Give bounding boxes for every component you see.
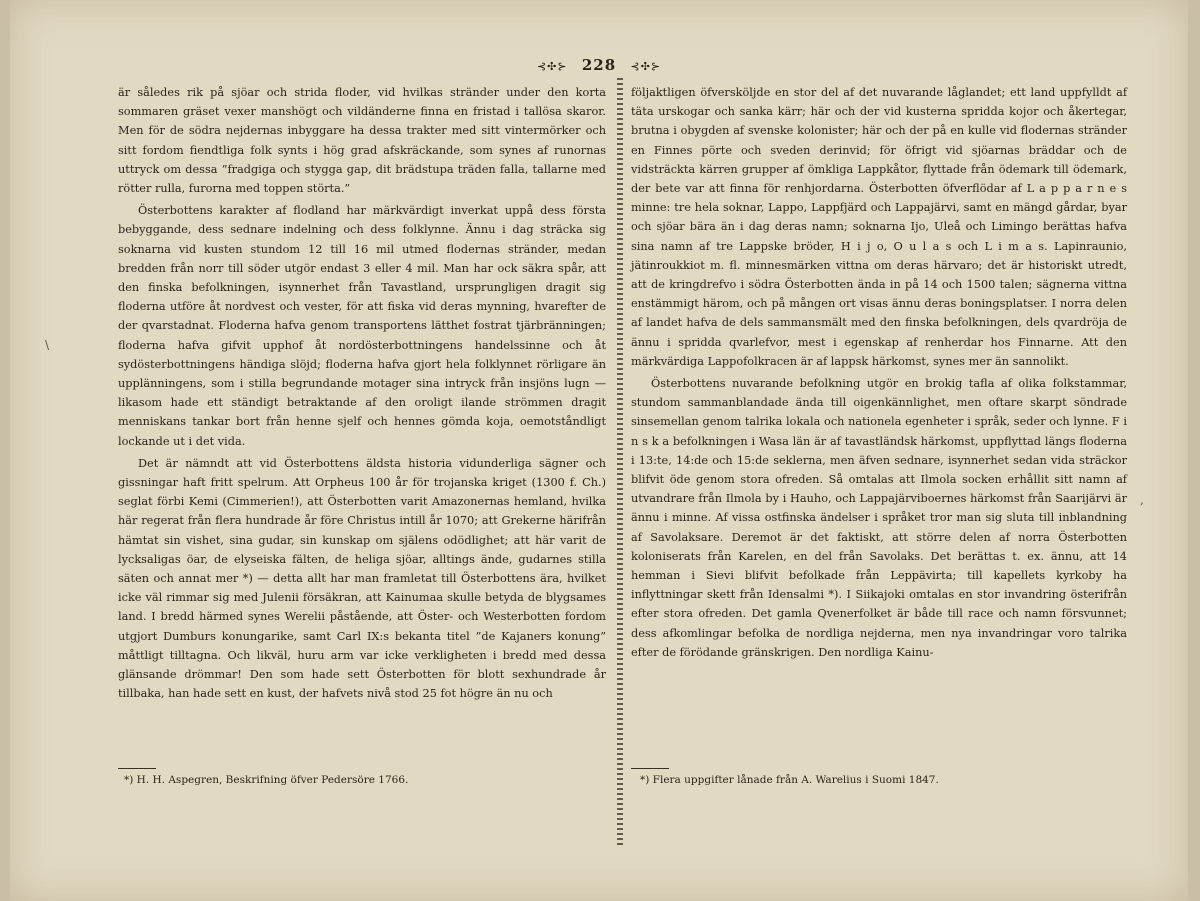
column-divider — [617, 78, 623, 848]
right-paragraph: Österbottens nuvarande befolkning utgör en brokig tafla af olika folkstammar, stundom sammanblandade ända till oigenkännlighet, men oftare skarpt söndrade sinsemellan genom talrika lokala och nationela egenheter i språk, seder och lynne. F i n s k a befolkningen i Wasa län är af tavastländsk härkomst, uppflyttad längs floderna i 13:te, 14:de och 15:de seklerna, men äfven sednare, isynnerhet sedan vida sträckor blifvit öde genom stora ofreden. Så omtalas att Ilmola socken erhållit sitt namn af utvandrare från Ilmola by i Hauho, och Lappajärviboernes härkomst från Saarijärvi är ännu i minne. Af vissa ostfinska ändelser i språket tror man sig sluta till inblandning af Savolaksare. Deremot är det faktiskt, att större delen af norra Österbotten koloniserats från Karelen, en del från Savolaks. Det berättas t. ex. ännu, att 14 hemman i Sievi blifvit befolkade från Leppävirta; till kapellets kyrkoby ha inflyttningar skett från Idensalmi *). I Siikajoki omtalas en stor invandring österifrån efter stora ofreden. Det gamla Qvenerfolket är både till race och namn försvunnet; dess afkomlingar befolka de nordliga nejderna, men nya invandringar voro talrika efter de förödande gränskrigen. Den nordliga Kainu- — [631, 377, 1127, 659]
left-paragraph: Österbottens karakter af flodland har märkvärdigt inverkat uppå dess första bebyggande, dess sednare indelning och dess folklynne. Ännu i dag sträcka sig soknarna vid kusten stundom 12 till 16 mil utmed flodernas stränder, medan bredden från norr till söder utgör endast 3 eller 4 mil. Man har ock säkra spår, att den finska befolkningen, isynnerhet från Tavastland, ursprungligen dragit sig floderna utföre åt nordvest och vester, för att fiska vid deras mynning, hvarefter de der qvarstadnat. Floderna hafva genom transportens lätthet fostrat tjärbränningen; floderna hafva gifvit upphof åt nordösterbottningens handelssinne och åt sydösterbottningens händiga slöjd; floderna hafva gjort hela folklynnet rörligare än upplänningens, som i stilla begrundande motager sina intryck från insjöns lugn — likasom hade ett ständigt betraktande af den oroligt ilande strömmen dragit menniskans tankar bort från henne sjelf och hennes gömda koja, oemotståndligt lockande ut i det vida. — [118, 204, 606, 448]
right-column — [631, 83, 1127, 662]
footnote-rule-right — [631, 768, 669, 769]
page-header — [10, 56, 1188, 74]
page-number: 228 — [581, 56, 617, 74]
book-page — [10, 0, 1188, 901]
left-paragraph: Det är nämndt att vid Österbottens äldsta historia vidunderliga sägner och gissningar haft fritt spelrum. Att Orpheus 100 år för trojanska kriget (1300 f. Ch.) seglat förbi Kemi (Cimmerien!), att Österbotten varit Amazonernas hemland, hvilka här regerat från flera hundrade år före Christus intill år 1070; att Grekerne härifrån hämtat sin vishet, sina gudar, sin kunskap om själens odödlighet; att här varit de lycksaligas öar, de elyseiska fälten, de heliga sjöar, alltings ände, gudarnes stilla säten och annat mer *) — detta allt har man framletat till Österbottens ära, hvilket icke väl rimmar sig med Julenii försäkran, att Kainumaa skulle betyda de blygsames land. I bredd härmed synes Werelii påstående, att Öster- och Westerbotten fordom utgjort Dumburs konungarike, samt Carl IX:s bekanta titel ”de Kajaners konung” måttligt tilltagna. Och likväl, huru arm var icke verkligheten i bredd med dessa glänsande drömmar! Den som hade sett Österbotten för blott sexhundrade år tillbaka, han hade sett en kust, der hafvets nivå stod 25 fot högre än nu och — [118, 456, 606, 701]
margin-mark-left: \ — [45, 338, 50, 352]
footnote-right: *) Flera uppgifter lånade från A. Warelius i Suomi 1847. — [640, 774, 939, 786]
margin-mark-right: , — [1140, 493, 1144, 507]
footnote-left: *) H. H. Aspegren, Beskrifning öfver Pedersöre 1766. — [124, 774, 409, 786]
right-paragraph: följaktligen öfversköljde en stor del af det nuvarande låglandet; ett land uppfylldt af täta urskogar och sanka kärr; här och der vid kusterna spridda kojor och åkertegar, brutna i obygden af svenske kolonister; här och der på en kulle vid flodernas stränder en Finnes pörte och sveden derinvid; för öfrigt vid sjöarnas bräddar och de vidsträckta kärren grupper af ömkliga Lappkåtor, flyttade från ödemark till ödemark, der bete var att finna för renhjordarna. Österbotten öfverflödar af L a p p a r n e s minne: tre hela soknar, Lappo, Lappfjärd och Lappajärvi, samt en mängd gårdar, byar och sjöar bära än i dag deras namn; soknarna Ijo, Uleå och Limingo berättas hafva sina namn af tre Lappske bröder, H i j o, O u l a s och L i m a s. Lapinraunio, jätinroukkiot m. fl. minnesmärken vittna om deras härvaro; det är historiskt utredt, att de kringdrefvo i södra Österbotten ända in på 14 och 1500 talen; sägnerna vittna enstämmigt härom, och på mången ort visas ännu deras boningsplatser. I norra delen af landet hafva de dels sammansmält med den finska befolkningen, dels qvardröja de ännu i spridda qvarlefvor, mest i egenskap af renherdar hos Finnarne. Att den märkvärdiga Lappofolkracen är af lappsk härkomst, synes mer än sannolikt. — [631, 86, 1127, 368]
footnote-rule-left — [118, 768, 156, 769]
left-paragraph: är således rik på sjöar och strida floder, vid hvilkas stränder under den korta sommaren gräset vexer manshögt och vildänderne finna en fristad i tallösa skaror. Men för de södra nejdernas inbyggare ha dessa trakter med sitt vintermörker och sitt fordom fiendtliga folk synts i hög grad afskräckande, som synes af runornas uttryck om dessa ”fradgiga och stygga gap, dit brädstupa träden falla, tallarne med rötter rulla, furorna med toppen störta.” — [118, 86, 606, 196]
ornament-right: ⊰✣⊱ — [630, 60, 662, 73]
left-column — [118, 83, 606, 704]
ornament-left: ⊰✣⊱ — [536, 60, 568, 73]
